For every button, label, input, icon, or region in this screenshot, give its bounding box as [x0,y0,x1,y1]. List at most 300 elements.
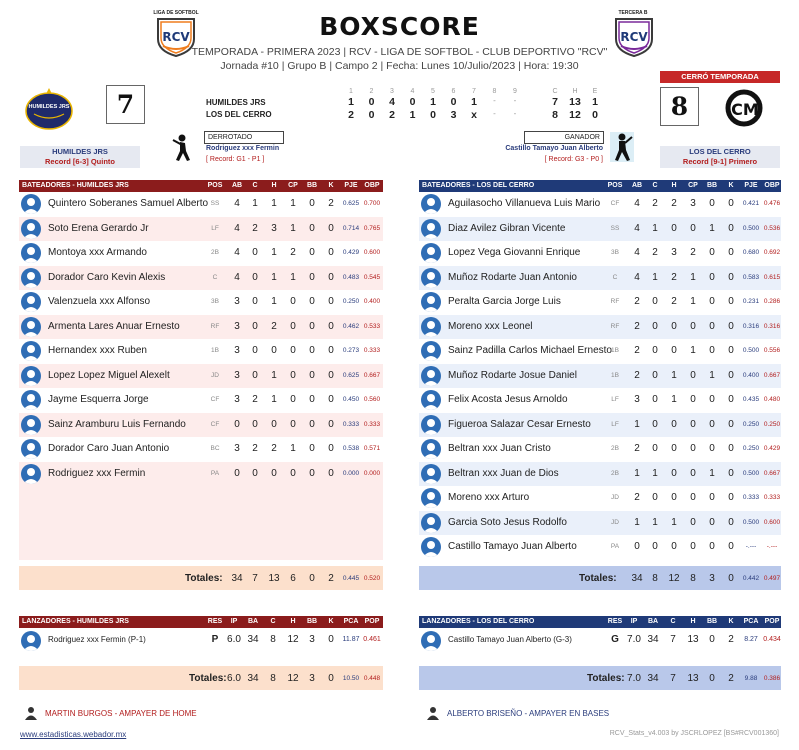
stat-bb: 0 [309,394,315,405]
linescore-team-away: HUMILDES JRS [206,98,266,107]
player-avatar [421,464,441,484]
stat-bb: 0 [709,634,715,645]
stat-cp: 1 [690,296,696,307]
pitcher-avatar [421,631,441,651]
stat-pos: 3B [611,249,619,256]
stat-c: 1 [252,198,258,209]
stat-obp: 0.560 [363,396,381,403]
inning-run-cell: 0 [450,96,457,108]
stat-c: 0 [252,271,258,283]
table-row [419,388,781,413]
column-header: H [690,618,696,625]
player-avatar [21,292,41,312]
stat-h: 1 [671,394,677,405]
stat-pos: PA [610,543,620,550]
player-name: Diaz Avilez Gibran Vicente [448,222,566,234]
pitcher-avatar [21,631,41,651]
stat-cp: 0 [690,222,696,234]
total-pop: 0.448 [363,675,381,682]
player-name: Sainz Padilla Carlos Michael Ernesto [448,345,612,356]
inning-header: 2 [369,88,374,95]
stat-bb: 1 [709,222,715,234]
stat-cp: 2 [690,247,696,258]
stat-c: 0 [252,369,258,381]
stat-ab: 3 [234,296,240,307]
stat-cp: 0 [690,492,696,503]
home-team-record: Record [9-1] Primero [682,157,758,166]
stat-c: 0 [652,345,658,356]
away-score: 7 [106,85,145,124]
inning-run-cell: - [513,96,517,105]
stat-c: 0 [252,467,258,479]
stat-pop: 0.434 [763,636,781,643]
rhe-cell: 1 [592,96,598,108]
stat-cp: 0 [690,394,696,405]
stat-ab: 2 [634,296,640,307]
stat-ab: 4 [234,271,240,283]
home-batting-header [419,180,781,192]
stat-ab: 3 [634,394,640,405]
stat-obp: 0.556 [763,347,781,354]
player-name: Muñoz Rodarte Josue Daniel [448,369,577,381]
stat-c: 1 [652,516,658,528]
player-avatar [21,415,41,435]
away-team-logo [24,86,74,137]
stat-ab: 3 [234,443,240,454]
stat-ab: 2 [634,369,640,381]
stat-h: 0 [671,345,677,356]
stat-h: 0 [671,443,677,454]
stat-cp: 1 [690,271,696,283]
stat-h: 1 [271,247,277,258]
stat-bb: 0 [309,198,315,209]
stat-h: 1 [271,394,277,405]
stat-h: 0 [671,320,677,332]
player-name: Hernandex xxx Ruben [48,345,147,356]
pitcher-name: Castillo Tamayo Juan Alberto (G-3) [448,635,572,644]
stat-pje: 0.250 [742,420,760,428]
total-k: 0 [328,673,334,684]
stat-pos: 2B [211,249,219,256]
table-row [19,217,383,242]
stat-c: 0 [252,320,258,332]
inning-run-cell: x [471,109,477,121]
column-header: PJE [344,182,358,189]
stat-k: 2 [328,198,334,209]
table-row [419,364,781,389]
stat-k: 0 [728,516,734,528]
inning-run-cell: 1 [348,96,354,108]
stat-pje: 0.583 [742,273,760,281]
player-avatar [421,513,441,533]
player-avatar [421,366,441,386]
stat-h: 3 [271,222,277,234]
away-pitching-title: LANZADORES - HUMILDES JRS [22,618,129,625]
stat-pje: 0.435 [742,396,760,403]
away-team-logo-text: HUMILDES JRS [28,104,70,110]
stat-pje: 0.680 [742,249,760,256]
table-row [419,217,781,242]
stat-pje: 0.625 [342,371,360,379]
stat-cp: 0 [290,394,296,405]
stat-bb: 0 [709,541,715,552]
stat-bb: 1 [709,467,715,479]
stat-pos: CF [210,396,220,403]
player-name: Aguilasocho Villanueva Luis Mario [448,198,601,209]
column-header: C [652,182,658,189]
rhe-cell: 13 [569,96,581,108]
season-subtitle: TEMPORADA - PRIMERA 2023 | RCV - LIGA DE SOFTBOL - CLUB DEPORTIVO "RCV" [191,46,608,58]
player-avatar [421,488,441,508]
player-avatar [21,366,41,386]
total-h: 13 [268,572,280,584]
totals-row [419,566,781,590]
stat-c: 0 [652,394,658,405]
website-link[interactable]: www.estadisticas.webador.mx [20,730,127,739]
stat-ab: 1 [634,467,640,479]
stat-cp: 0 [290,418,296,430]
table-row [19,462,383,487]
stat-cp: 1 [290,271,296,283]
rhe-header: E [592,88,598,95]
stat-c: 1 [652,467,658,479]
column-header: POS [207,182,223,189]
total-h: 13 [687,673,699,684]
stat-obp: 0.600 [763,518,781,526]
stat-pos: JD [611,518,619,526]
player-name: Jayme Esquerra Jorge [48,394,149,405]
stat-k: 2 [728,634,734,645]
stat-k: 0 [728,198,734,209]
home-batting-title: BATEADORES - LOS DEL CERRO [422,182,535,189]
stat-h: 0 [271,345,277,356]
total-cp: 8 [690,572,696,584]
umpire-home-icon [24,706,38,725]
column-header: K [728,182,734,189]
stat-h: 0 [671,541,677,552]
stat-ab: 3 [234,320,240,332]
stat-pos: RF [610,298,620,305]
inning-header: 7 [472,88,476,95]
stat-k: 0 [728,369,734,381]
stat-pos: LF [211,224,219,232]
inning-header: 3 [390,88,394,95]
stat-h: 2 [671,198,677,209]
table-row [19,315,383,340]
stat-bb: 0 [309,345,315,356]
away-pitching-header [19,616,383,628]
column-header: PCA [743,618,759,625]
home-pitching-title: LANZADORES - LOS DEL CERRO [422,618,535,625]
player-avatar [421,341,441,361]
stat-c: 0 [252,296,258,307]
stat-k: 0 [328,271,334,283]
player-name: Dorador Caro Juan Antonio [48,443,170,454]
player-avatar [421,317,441,337]
player-name: Soto Erena Gerardo Jr [48,222,149,234]
player-avatar [421,537,441,557]
stat-pos: 2B [611,445,619,452]
stat-k: 0 [728,418,734,430]
stat-cp: 0 [690,467,696,479]
stat-pos: JD [211,371,219,379]
total-pje: 0.445 [342,574,360,582]
column-header: OBP [764,182,780,189]
stat-h: 0 [671,418,677,430]
stat-obp: 0.000 [363,469,381,477]
player-name: Muñoz Rodarte Juan Antonio [448,271,577,283]
stat-obp: 0.667 [363,371,381,379]
stat-obp: 0.316 [763,322,781,330]
totals-label: Totales: [185,572,223,584]
stat-bb: 0 [309,467,315,479]
total-bb: 3 [709,572,715,584]
stat-pos: SS [610,224,620,232]
stat-h: 1 [271,296,277,307]
stat-h: 2 [671,296,677,307]
stat-cp: 0 [690,443,696,454]
inning-run-cell: 1 [409,109,416,121]
stat-cp: 1 [290,443,296,454]
stat-c: 2 [252,443,258,454]
stat-pos: 2B [611,469,619,477]
column-header: CP [688,182,698,189]
total-pca: 9.88 [744,675,758,682]
player-avatar [21,268,41,288]
home-batting-table [419,180,781,590]
stat-ip: 6.0 [227,634,241,645]
stat-pos: BC [210,445,220,452]
pitching-totals-row [419,666,781,690]
stat-cp: 0 [690,369,696,381]
table-row [19,364,383,389]
player-avatar [421,219,441,239]
table-row [19,241,383,266]
total-pje: 0.442 [742,574,760,582]
pitcher-row [419,628,781,654]
stat-h: 0 [671,467,677,479]
inning-header: 4 [410,88,415,95]
stat-ab: 2 [634,320,640,332]
column-header: C [252,182,258,189]
home-team-box [660,146,780,168]
player-avatar [421,194,441,214]
column-header: C [670,618,676,625]
stat-obp: 0.480 [763,396,781,403]
player-name: Dorador Caro Kevin Alexis [48,271,166,283]
stat-bb: 0 [309,418,315,430]
umpire-bases-icon [426,706,440,725]
rcv-logo-left [154,17,198,62]
stat-pje: 0.483 [342,273,360,281]
stat-obp: 0.545 [363,273,381,281]
stat-k: 0 [328,320,334,332]
column-header: RES [607,618,623,625]
total-obp: 0.520 [363,574,381,582]
pitching-totals-row [19,666,383,690]
umpire-home: MARTIN BURGOS - AMPAYER DE HOME [45,709,197,718]
table-row [19,388,383,413]
player-name: Moreno xxx Leonel [448,320,533,332]
total-ba: 34 [647,673,659,684]
stat-pos: 1B [211,347,219,354]
rhe-cell: 12 [569,109,581,121]
stat-pos: PA [210,469,220,477]
stat-c: 0 [652,320,658,332]
column-header: IP [230,618,238,625]
stat-obp: 0.333 [763,494,781,501]
stat-ab: 4 [634,271,640,283]
table-row [419,462,781,487]
stat-bb: 0 [709,516,715,528]
loser-label: DERROTADO [204,131,284,144]
stat-obp: 0.400 [363,298,381,305]
table-row [419,535,781,560]
stat-ab: 4 [234,247,240,258]
stat-ab: 2 [634,443,640,454]
table-row [19,290,383,315]
column-header: K [728,618,734,625]
stat-pje: 0.000 [342,469,360,477]
stat-c: 1 [652,271,658,283]
stat-c: 0 [252,345,258,356]
player-name: Felix Acosta Jesus Arnoldo [448,394,568,405]
player-avatar [421,390,441,410]
stat-h: 0 [671,222,677,234]
player-avatar [21,243,41,263]
stat-cp: 0 [290,369,296,381]
total-pop: 0.386 [763,675,781,682]
table-row [19,511,383,536]
stat-res: G [611,634,619,645]
player-avatar [421,415,441,435]
linescore-team-home: LOS DEL CERRO [206,110,272,119]
player-avatar [421,292,441,312]
inning-run-cell: 1 [430,96,436,108]
stat-pos: 3B [211,298,219,305]
stat-ab: 4 [634,247,640,258]
table-row [419,192,781,217]
inning-run-cell: 3 [450,109,457,121]
player-avatar [21,194,41,214]
stat-c: 0 [652,443,658,454]
column-header: BB [306,618,318,625]
rcv-logo-right [612,17,656,62]
stat-c: 0 [652,492,658,503]
column-header: CP [288,182,298,189]
stat-ba: 34 [647,634,659,645]
inning-header: 9 [513,88,517,95]
away-pitching-table [19,616,383,690]
stat-h: 1 [671,369,677,381]
stat-cp: 0 [290,467,296,479]
stat-cp: 0 [690,320,696,332]
stat-ab: 3 [234,369,240,381]
stat-h: 0 [271,418,277,430]
stat-k: 0 [328,418,334,430]
away-team-box [20,146,140,168]
table-row [419,290,781,315]
stat-pop: 0.461 [363,636,381,643]
table-row [19,413,383,438]
stat-ab: 2 [634,345,640,356]
table-row [19,437,383,462]
stat-pje: 0.333 [742,494,760,501]
stat-pos: CF [610,200,620,207]
stat-h: 12 [287,634,299,645]
losing-pitcher-record: [ Record: G1 - P1 ] [206,156,265,163]
away-batting-table [19,180,383,590]
stat-obp: 0.692 [763,249,781,256]
stat-obp: 0.571 [363,445,381,452]
totals-label: Totales: [579,572,617,584]
stat-pje: 0.500 [742,518,760,526]
stat-pje: 0.625 [342,200,360,207]
home-pitching-table [419,616,781,690]
stat-pos: LF [611,420,619,428]
stat-bb: 0 [309,320,315,332]
column-header: RES [207,618,223,625]
stat-cp: 3 [690,198,696,209]
pitcher-silhouette-icon [610,132,634,162]
stat-ip: 7.0 [627,634,641,645]
stat-c: 0 [652,369,658,381]
inning-run-cell: 2 [389,109,395,121]
stat-h: 1 [671,516,677,528]
table-row [419,511,781,536]
stat-pje: 0.714 [342,224,360,232]
stat-bb: 0 [309,296,315,307]
player-avatar [21,219,41,239]
total-k: 2 [728,673,734,684]
stat-k: 0 [728,467,734,479]
stat-pje: 0.421 [742,200,760,207]
stat-obp: 0.476 [763,200,781,207]
stat-c: 2 [252,222,258,234]
inning-run-cell: 0 [368,96,375,108]
stat-c: 0 [652,296,658,307]
stat-pos: SS [210,200,220,207]
inning-header: 6 [451,88,456,95]
stat-ab: 1 [634,516,640,528]
player-avatar [21,317,41,337]
stat-bb: 0 [309,443,315,454]
rhe-cell: 8 [552,109,558,121]
stat-cp: 0 [690,541,696,552]
total-ab: 34 [631,572,643,584]
stat-bb: 0 [309,222,315,234]
stat-h: 0 [271,467,277,479]
stat-pje: 0.400 [742,371,760,379]
rhe-cell: 0 [592,109,598,121]
player-avatar [21,390,41,410]
stat-pje: 0.538 [342,445,360,452]
stat-k: 0 [728,541,734,552]
stat-cp: 0 [290,345,296,356]
player-avatar [21,341,41,361]
column-header: AB [231,182,243,189]
column-header: H [271,182,277,189]
stat-obp: 0.533 [363,322,381,330]
stat-pos: RF [610,322,620,330]
stat-k: 0 [728,443,734,454]
total-c: 8 [270,673,276,684]
table-row [19,192,383,217]
stat-cp: 1 [290,222,296,234]
total-cp: 6 [290,572,296,584]
stat-k: 0 [328,394,334,405]
stat-k: 0 [328,467,334,479]
